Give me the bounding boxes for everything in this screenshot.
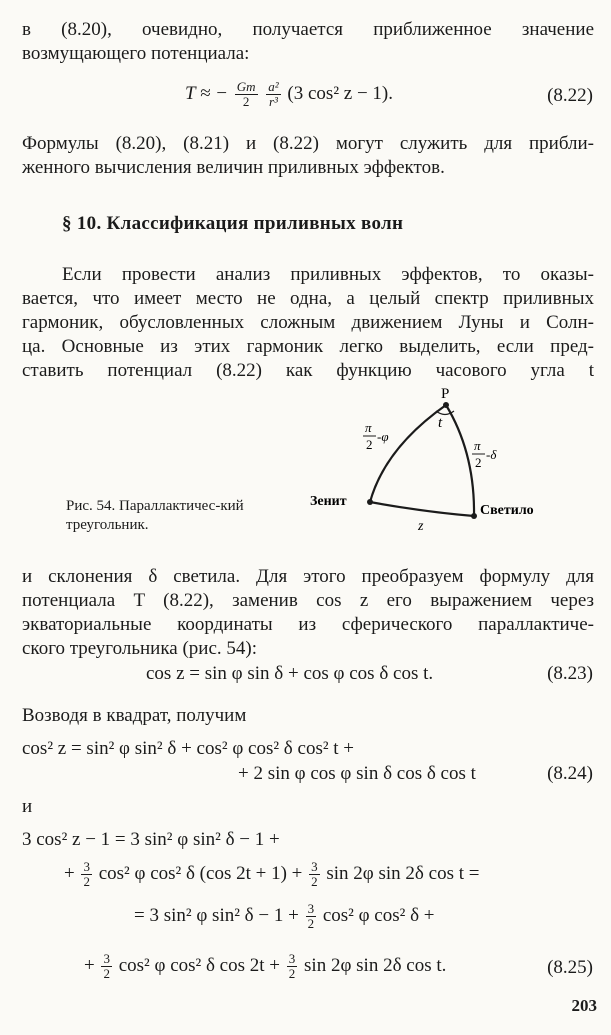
vertex-pole (443, 402, 449, 408)
text-line: гармоник, обусловленных сложным движением Луны и Солн- (22, 312, 594, 333)
equation-part: cos² φ cos² δ + (322, 904, 435, 926)
label-right-suffix: -δ (486, 447, 497, 462)
equation-8-23: cos z = sin φ sin δ + cos φ cos δ cos t. (146, 663, 434, 684)
fraction-denominator: 2 (288, 966, 296, 981)
text-line: женного вычисления величин приливных эффектов. (22, 157, 445, 178)
triangle-side-bottom (370, 502, 474, 516)
triangle-side-left (370, 405, 446, 502)
equation-part: + (64, 862, 75, 884)
fraction-denominator: 2 (242, 94, 250, 109)
text-line: возмущающего потенциала: (22, 43, 250, 64)
fraction (235, 80, 258, 109)
text-line: Возводя в квадрат, получим (22, 705, 247, 726)
equation-8-25-line2 (64, 860, 479, 889)
text-line: и (22, 796, 33, 817)
text-line: экваториальные координаты из сферического параллактиче- (22, 614, 594, 635)
fraction (306, 902, 317, 931)
vertex-luminary (471, 513, 477, 519)
equation-part: sin 2φ sin 2δ cos t = (326, 862, 480, 884)
equation-8-25-line1: 3 cos² z − 1 = 3 sin² φ sin² δ − 1 + (22, 829, 280, 850)
fraction-denominator: 2 (83, 874, 90, 889)
fraction-numerator: 3 (83, 859, 90, 874)
text-line: ского треугольника (рис. 54): (22, 638, 257, 659)
figure-caption: Рис. 54. Параллактичес-кий треугольник. (66, 498, 244, 533)
text-line: ставить потенциал (8.22) как функцию часового угла t (22, 360, 594, 381)
label-z: z (418, 519, 424, 534)
equation-number: (8.22) (547, 85, 593, 106)
label-right-num: π (474, 438, 481, 453)
fraction (287, 952, 298, 981)
fraction-denominator: 2 (307, 916, 315, 931)
label-t: t (438, 415, 443, 431)
fraction (309, 860, 320, 889)
fraction-numerator: 3 (103, 951, 110, 966)
equation-part: + (84, 954, 95, 976)
equation-8-25-line3 (134, 902, 435, 931)
parallactic-triangle-figure (300, 378, 560, 538)
equation-8-24-line2: + 2 sin φ cos φ sin δ cos δ cos t (238, 763, 476, 784)
text-line: ца. Основные из этих гармоник легко выделить, если пред- (22, 336, 594, 357)
triangle-side-right (446, 405, 474, 516)
label-left-suffix: -φ (377, 429, 389, 444)
equation-part: cos² φ cos² δ (cos 2t + 1) + (98, 862, 303, 884)
fraction-denominator: 2 (103, 966, 110, 981)
fraction-numerator: 3 (307, 901, 315, 916)
equation-8-24-line1: cos² z = sin² φ sin² δ + cos² φ cos² δ cos² t + (22, 738, 355, 759)
label-left-num: π (365, 420, 372, 435)
vertex-zenith (367, 499, 373, 505)
equation-part: sin 2φ sin 2δ cos t. (304, 954, 447, 976)
fraction (266, 80, 280, 109)
page-number: 203 (571, 996, 597, 1015)
equation-part: (3 cos² z − 1). (287, 82, 393, 104)
text-line: вается, что имеет место не одна, а целый спектр приливных (22, 288, 594, 309)
label-p: P (441, 386, 450, 402)
equation-8-25-line4 (84, 952, 446, 981)
fraction-numerator: 3 (288, 951, 296, 966)
text-line: Формулы (8.20), (8.21) и (8.22) могут служить для прибли- (22, 133, 594, 154)
equation-part: = 3 sin² φ sin² δ − 1 + (134, 904, 299, 926)
fraction-numerator: 3 (311, 859, 318, 874)
section-heading: § 10. Классификация приливных волн (62, 213, 404, 234)
fraction-numerator: a² (268, 79, 279, 94)
equation-number: (8.25) (547, 957, 593, 978)
text-line: в (8.20), очевидно, получается приближенное значение (22, 19, 594, 40)
equation-8-22 (185, 80, 393, 109)
fraction (101, 952, 112, 981)
label-left-den: 2 (366, 437, 373, 452)
text-line: потенциала T (8.22), заменив cos z его выражением через (22, 590, 594, 611)
label-luminary: Светило (480, 503, 534, 518)
fraction-denominator: r³ (268, 94, 278, 109)
fraction-numerator: Gm (236, 79, 256, 94)
equation-number: (8.24) (547, 763, 593, 784)
fraction-denominator: 2 (311, 874, 318, 889)
label-right-den: 2 (475, 455, 482, 470)
equation-part: T ≈ − (185, 82, 228, 104)
equation-part: cos² φ cos² δ cos 2t + (118, 954, 281, 976)
equation-number: (8.23) (547, 663, 593, 684)
label-zenith: Зенит (310, 494, 347, 509)
fraction (81, 860, 92, 889)
text-line: и склонения δ светила. Для этого преобразуем формулу для (22, 566, 594, 587)
text-line: Если провести анализ приливных эффектов, то оказы- (62, 264, 594, 285)
